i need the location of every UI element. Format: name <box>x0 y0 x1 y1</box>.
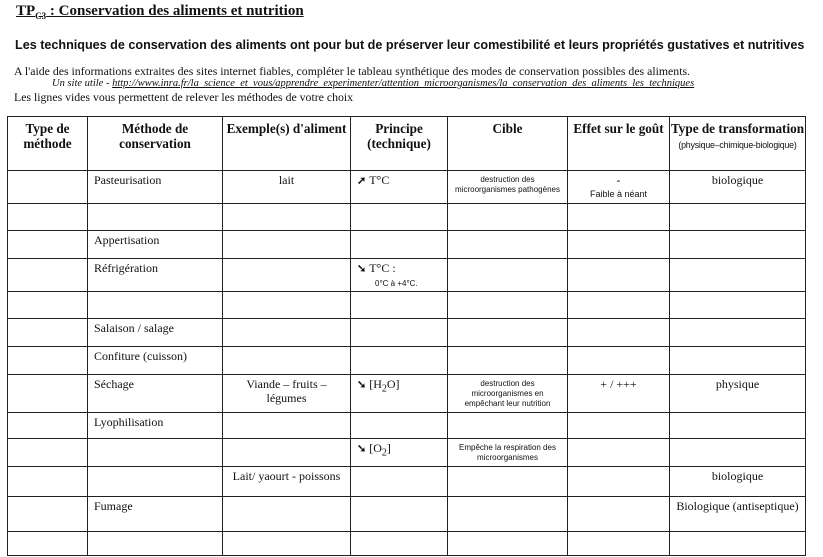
cell-type-methode[interactable] <box>8 413 88 439</box>
cell-cible[interactable] <box>448 497 568 532</box>
cell-principe[interactable] <box>351 259 448 292</box>
cell-principe[interactable] <box>351 497 448 532</box>
principe-text[interactable] <box>351 375 447 398</box>
table-row <box>8 204 806 231</box>
cell-principe[interactable] <box>351 375 448 413</box>
cell-transformation[interactable] <box>670 319 806 347</box>
cell-transformation[interactable] <box>670 171 806 204</box>
conservation-table <box>7 116 806 556</box>
exemple-text[interactable]: lait <box>278 173 295 187</box>
cell-transformation[interactable] <box>670 347 806 375</box>
cell-exemple[interactable] <box>223 497 351 532</box>
arrow-down-icon: ➘ <box>357 443 367 455</box>
header-cible: Cible <box>448 117 568 171</box>
cell-methode[interactable] <box>88 347 223 375</box>
cell-methode[interactable] <box>88 532 223 556</box>
cell-principe[interactable] <box>351 467 448 497</box>
cell-type-methode[interactable] <box>8 532 88 556</box>
cell-transformation[interactable] <box>670 259 806 292</box>
methode-text[interactable]: Appertisation <box>94 233 160 247</box>
title-rest: : Conservation des aliments et nutrition <box>46 3 304 19</box>
cell-methode[interactable] <box>88 319 223 347</box>
intro-text: A l'aide des informations extraites des sites internet fiables, compléter le tableau synthétique des modes de conservation possibles des aliments. <box>14 64 691 78</box>
header-transformation <box>670 117 806 171</box>
principe-text[interactable] <box>351 439 447 462</box>
header-transformation-note: (physique–chimique-biologique) <box>678 140 797 150</box>
arrow-up-icon: ➚ <box>357 175 367 187</box>
cell-exemple[interactable] <box>223 204 351 231</box>
cell-methode[interactable] <box>88 204 223 231</box>
methode-text[interactable]: Réfrigération <box>94 261 158 275</box>
cell-effet[interactable] <box>568 292 670 319</box>
table-row <box>8 259 806 292</box>
methode-text[interactable]: Séchage <box>94 377 134 391</box>
cell-principe[interactable] <box>351 347 448 375</box>
cell-principe[interactable] <box>351 204 448 231</box>
table-row <box>8 413 806 439</box>
cell-transformation[interactable] <box>670 292 806 319</box>
cell-cible[interactable] <box>448 532 568 556</box>
cell-transformation[interactable] <box>670 231 806 259</box>
table-row <box>8 439 806 467</box>
cell-exemple[interactable] <box>223 319 351 347</box>
site-link[interactable]: http://www.inra.fr/la_science_et_vous/apprendre_experimenter/attention_microorganismes/la_conservation_des_aliments_les_techniques <box>112 78 695 89</box>
cell-principe[interactable] <box>351 231 448 259</box>
cell-exemple[interactable] <box>223 532 351 556</box>
cell-methode[interactable] <box>88 171 223 204</box>
cell-type-methode[interactable] <box>8 231 88 259</box>
cell-methode[interactable] <box>88 259 223 292</box>
table-row <box>8 231 806 259</box>
table-row <box>8 347 806 375</box>
cell-transformation[interactable] <box>670 413 806 439</box>
subtitle: Les techniques de conservation des aliments ont pour but de préserver leur comestibilité et leurs propriétés gustatives et nutritives <box>15 38 805 52</box>
cell-exemple[interactable] <box>223 375 351 413</box>
principe-text[interactable] <box>351 259 447 278</box>
cell-type-methode[interactable] <box>8 497 88 532</box>
cell-transformation[interactable] <box>670 375 806 413</box>
cible-text[interactable]: Empêche la respiration des microorganismes <box>459 443 556 462</box>
transformation-text[interactable]: biologique <box>711 173 764 187</box>
principe-value: $[H_2O]$ <box>369 377 400 395</box>
cible-text[interactable]: destruction des microorganismes en empêchant leur nutrition <box>464 379 551 408</box>
cell-cible[interactable] <box>448 259 568 292</box>
cible-text[interactable]: destruction des microorganismes pathogènes <box>455 175 560 194</box>
cell-principe[interactable] <box>351 171 448 204</box>
cell-cible[interactable] <box>448 467 568 497</box>
title-subscript: C3 <box>35 11 47 21</box>
effet-text[interactable] <box>568 375 669 393</box>
cell-cible[interactable] <box>448 375 568 413</box>
cell-type-methode[interactable] <box>8 204 88 231</box>
cell-exemple[interactable] <box>223 439 351 467</box>
cell-exemple[interactable] <box>223 259 351 292</box>
cell-exemple[interactable] <box>223 231 351 259</box>
cell-type-methode[interactable] <box>8 259 88 292</box>
cell-cible[interactable] <box>448 231 568 259</box>
cell-effet[interactable] <box>568 259 670 292</box>
arrow-down-icon: ➘ <box>357 379 367 391</box>
page-title <box>16 3 304 21</box>
methode-text[interactable]: Lyophilisation <box>94 415 164 429</box>
cell-transformation[interactable] <box>670 497 806 532</box>
cell-cible[interactable] <box>448 204 568 231</box>
principe-value: T°C <box>369 173 390 187</box>
table-header-row <box>8 117 806 171</box>
effet-value: + / +++ <box>600 377 637 391</box>
cell-exemple[interactable] <box>223 413 351 439</box>
arrow-down-icon: ➘ <box>357 263 367 275</box>
cell-exemple[interactable] <box>223 292 351 319</box>
effet-text[interactable] <box>568 171 669 203</box>
cell-methode[interactable] <box>88 231 223 259</box>
cell-transformation[interactable] <box>670 467 806 497</box>
cell-cible[interactable] <box>448 413 568 439</box>
cell-type-methode[interactable] <box>8 439 88 467</box>
cell-exemple[interactable] <box>223 467 351 497</box>
cell-principe[interactable] <box>351 292 448 319</box>
header-exemples: Exemple(s) d'aliment <box>223 117 351 171</box>
cell-cible[interactable] <box>448 347 568 375</box>
cell-type-methode[interactable] <box>8 292 88 319</box>
cell-effet[interactable] <box>568 532 670 556</box>
cell-transformation[interactable] <box>670 439 806 467</box>
methode-text[interactable]: Pasteurisation <box>94 173 162 187</box>
cell-effet[interactable] <box>568 439 670 467</box>
methode-text[interactable]: Confiture (cuisson) <box>94 349 187 363</box>
lines-note: Les lignes vides vous permettent de relever les méthodes de votre choix <box>14 90 354 104</box>
cell-methode[interactable] <box>88 439 223 467</box>
methode-text[interactable]: Fumage <box>94 499 133 513</box>
cell-methode[interactable] <box>88 467 223 497</box>
principe-range: 0°C à +4°C. <box>375 279 418 288</box>
cell-exemple[interactable] <box>223 347 351 375</box>
table-body <box>8 171 806 556</box>
cell-effet[interactable] <box>568 319 670 347</box>
principe-value: $[O_2]$ <box>369 441 391 459</box>
cell-cible[interactable] <box>448 292 568 319</box>
transformation-text[interactable]: Biologique (antiseptique) <box>676 499 799 513</box>
table-row <box>8 467 806 497</box>
cell-effet[interactable] <box>568 204 670 231</box>
cell-cible[interactable] <box>448 439 568 467</box>
header-type-methode: Type de méthode <box>8 117 88 171</box>
exemple-text[interactable]: Lait/ yaourt - poissons <box>232 469 341 483</box>
cell-type-methode[interactable] <box>8 171 88 204</box>
cell-type-methode[interactable] <box>8 319 88 347</box>
effet-value: Faible à néant <box>589 189 648 199</box>
exemple-text[interactable]: Viande – fruits – légumes <box>246 377 327 405</box>
cell-methode[interactable] <box>88 497 223 532</box>
header-methode: Méthode de conservation <box>88 117 223 171</box>
cell-effet[interactable] <box>568 413 670 439</box>
table-row <box>8 375 806 413</box>
cell-principe[interactable] <box>351 319 448 347</box>
useful-site <box>52 78 694 89</box>
table-row <box>8 171 806 204</box>
cell-principe[interactable] <box>351 532 448 556</box>
cell-principe[interactable] <box>351 413 448 439</box>
transformation-text[interactable]: physique <box>715 377 760 391</box>
title-main: TP <box>16 3 36 19</box>
cell-exemple[interactable] <box>223 171 351 204</box>
cell-effet[interactable] <box>568 171 670 204</box>
cell-effet[interactable] <box>568 467 670 497</box>
cell-type-methode[interactable] <box>8 347 88 375</box>
table-row <box>8 292 806 319</box>
cell-cible[interactable] <box>448 319 568 347</box>
cell-type-methode[interactable] <box>8 375 88 413</box>
cell-methode[interactable] <box>88 375 223 413</box>
principe-value: T°C : <box>369 261 396 275</box>
cell-methode[interactable] <box>88 413 223 439</box>
table-row <box>8 497 806 532</box>
header-effet: Effet sur le goût <box>568 117 670 171</box>
cell-principe[interactable] <box>351 439 448 467</box>
cell-effet[interactable] <box>568 497 670 532</box>
cell-transformation[interactable] <box>670 204 806 231</box>
cell-methode[interactable] <box>88 292 223 319</box>
cell-cible[interactable] <box>448 171 568 204</box>
cell-type-methode[interactable] <box>8 467 88 497</box>
table-row <box>8 319 806 347</box>
cell-effet[interactable] <box>568 231 670 259</box>
table-row <box>8 532 806 556</box>
header-transformation-label: Type de transformation <box>670 121 805 136</box>
cell-effet[interactable] <box>568 375 670 413</box>
cell-transformation[interactable] <box>670 532 806 556</box>
transformation-text[interactable]: biologique <box>711 469 764 483</box>
methode-text[interactable]: Salaison / salage <box>94 321 174 335</box>
cell-effet[interactable] <box>568 347 670 375</box>
effet-dash: - <box>616 173 621 187</box>
site-label: Un site utile - <box>52 78 113 89</box>
header-principe: Principe (technique) <box>351 117 448 171</box>
principe-text[interactable] <box>351 171 447 190</box>
